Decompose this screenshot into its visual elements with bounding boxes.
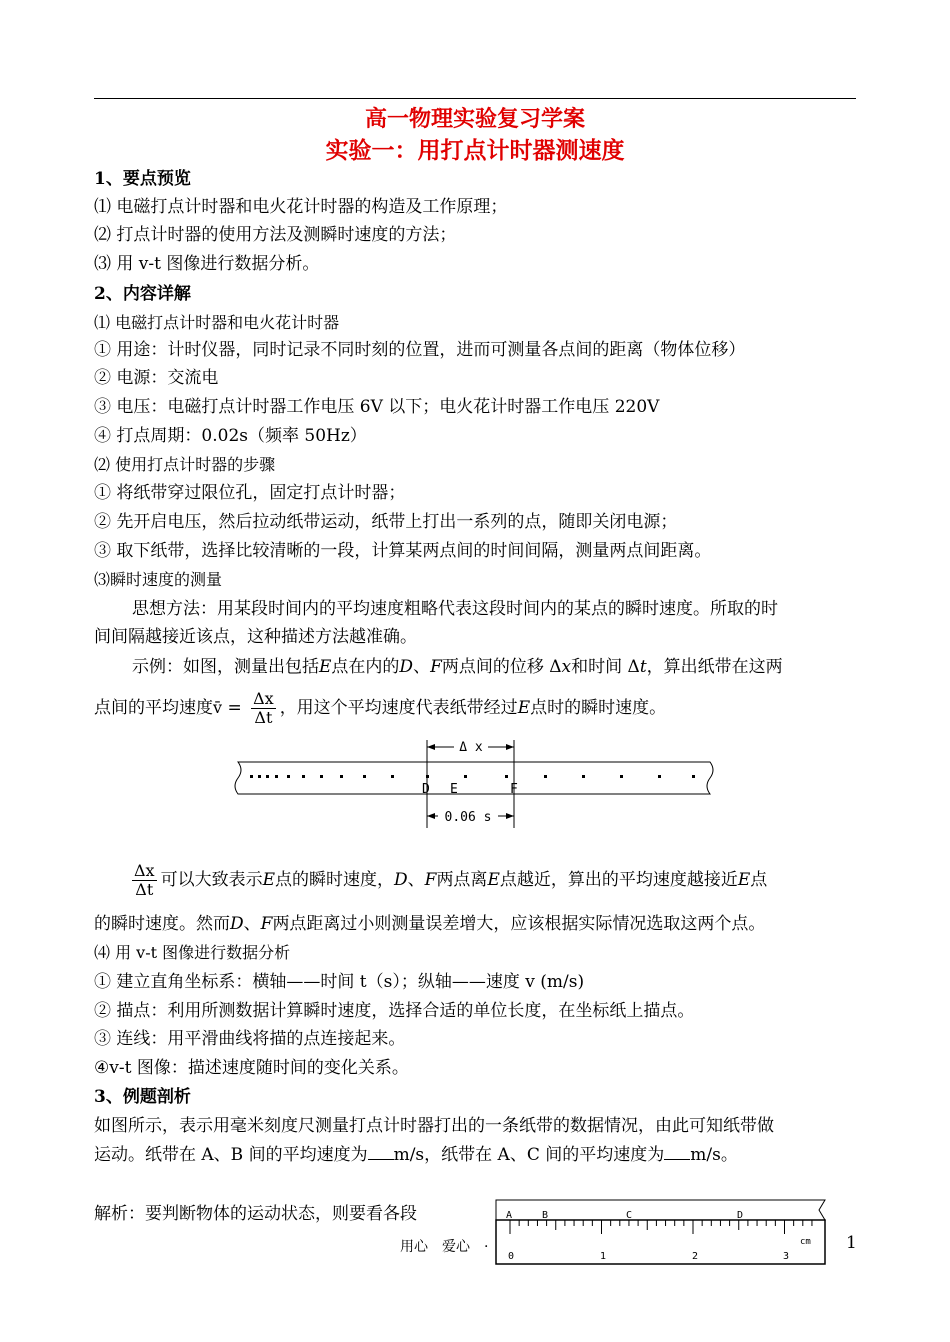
s2-p4-item: ① 建立直角坐标系：横轴——时间 t（s）；纵轴——速度 v (m/s) (94, 972, 585, 992)
ruler-figure (493, 1197, 831, 1271)
label-F: F (510, 782, 518, 797)
s2-p4-item: ③ 连线：用平滑曲线将描的点连接起来。 (94, 1029, 406, 1049)
ruler-num-3: 3 (783, 1251, 790, 1262)
after-figure-line-2: 的瞬时速度。然而D、F两点距离过小则测量误差增大，应该根据实际情况选取这两个点。 (94, 914, 766, 934)
question-line-1: 如图所示，表示用毫米刻度尺测量打点计时器打出的一条纸带的数据情况，由此可知纸带做 (94, 1116, 774, 1136)
s2-p1-item: ② 电源：交流电 (94, 368, 219, 388)
s2-p1-item: ④ 打点周期：0.02s（频率 50Hz） (94, 426, 367, 446)
page-number: 1 (846, 1233, 857, 1253)
idea-line-1: 思想方法：用某段时间内的平均速度粗略代表这段时间内的某点的瞬时速度。所取的时 (132, 599, 778, 619)
s2-p2-item: ① 将纸带穿过限位孔，固定打点计时器； (94, 483, 406, 503)
idea-line-2: 间间隔越接近该点，这种描述方法越准确。 (94, 627, 417, 647)
s2-p1-item: ① 用途：计时仪器，同时记录不同时刻的位置，进而可测量各点间的距离（物体位移） (94, 340, 746, 360)
ruler-unit: cm (800, 1237, 811, 1247)
s1-item: ⑵ 打点计时器的使用方法及测瞬时速度的方法； (94, 225, 457, 245)
tape-label-B: B (542, 1210, 549, 1221)
tape-label-D: D (737, 1210, 744, 1221)
label-D: D (422, 782, 430, 797)
example-line: 示例：如图，测量出包括E点在内的D、F两点间的位移 Δx和时间 Δt，算出纸带在这两 (132, 657, 783, 677)
s2-p4-item: ② 描点：利用所测数据计算瞬时速度，选择合适的单位长度，在坐标纸上描点。 (94, 1001, 695, 1021)
answer-blank-ab[interactable] (368, 1145, 394, 1160)
s2-p2-item: ③ 取下纸带，选择比较清晰的一段，计算某两点间的时间间隔，测量两点间距离。 (94, 541, 712, 561)
label-E: E (450, 782, 458, 797)
s2-p2-title: ⑵ 使用打点计时器的步骤 (94, 455, 276, 474)
doc-title: 高一物理实验复习学案 (364, 106, 585, 132)
paper-tape-figure (232, 736, 722, 836)
dx-label: Δ x (459, 740, 483, 755)
s1-item: ⑴ 电磁打点计时器和电火花计时器的构造及工作原理； (94, 197, 508, 217)
header-rule (94, 98, 856, 99)
doc-subtitle: 实验一：用打点计时器测速度 (325, 137, 625, 164)
footer-text: 用心 爱心 · (400, 1239, 489, 1255)
dt-label: 0.06 s (444, 810, 492, 825)
s2-p2-item: ② 先开启电压，然后拉动纸带运动，纸带上打出一系列的点，随即关闭电源； (94, 512, 678, 532)
question-line-2: 运动。纸带在 A、B 间的平均速度为 m/s，纸带在 A、C 间的平均速度为 m/s。 (94, 1145, 738, 1165)
dx-over-dt-fraction: $\frac{\Delta x}{\Delta t}$ (253, 689, 274, 727)
s2-p4-item: ④v-t 图像：描述速度随时间的变化关系。 (94, 1058, 409, 1078)
section-3-heading: 3、例题剖析 (94, 1087, 191, 1107)
average-velocity-line: 点间的平均速度v̄ = $\frac{\Delta x}{\Delta t}$ ，用这个平均速度代表纸带经过E点时的瞬时速度。 (94, 689, 667, 727)
ruler-num-1: 1 (600, 1251, 607, 1262)
dx-over-dt-fraction-2: $\frac{\Delta x}{\Delta t}$ (134, 861, 155, 899)
tape-label-C: C (626, 1210, 633, 1221)
s2-p1-item: ③ 电压：电磁打点计时器工作电压 6V 以下；电火花计时器工作电压 220V (94, 397, 660, 417)
s2-p3-title: ⑶瞬时速度的测量 (94, 570, 223, 589)
s1-item: ⑶ 用 v-t 图像进行数据分析。 (94, 254, 320, 274)
section-2-heading: 2、内容详解 (94, 284, 191, 304)
tape-label-A: A (506, 1210, 513, 1221)
s2-p1-title: ⑴ 电磁打点计时器和电火花计时器 (94, 313, 340, 332)
ruler-num-0: 0 (508, 1251, 515, 1262)
s2-p4-title: ⑷ 用 v-t 图像进行数据分析 (94, 943, 291, 962)
analysis-line: 解析：要判断物体的运动状态，则要看各段 (94, 1204, 417, 1224)
ruler-num-2: 2 (692, 1251, 699, 1262)
answer-blank-ac[interactable] (664, 1145, 690, 1160)
after-figure-line-1: $\frac{\Delta x}{\Delta t}$ 可以大致表示E点的瞬时速度，D、F两点离E点越近，算出的平均速度越接近E点 (134, 861, 768, 899)
section-1-heading: 1、要点预览 (94, 169, 191, 189)
